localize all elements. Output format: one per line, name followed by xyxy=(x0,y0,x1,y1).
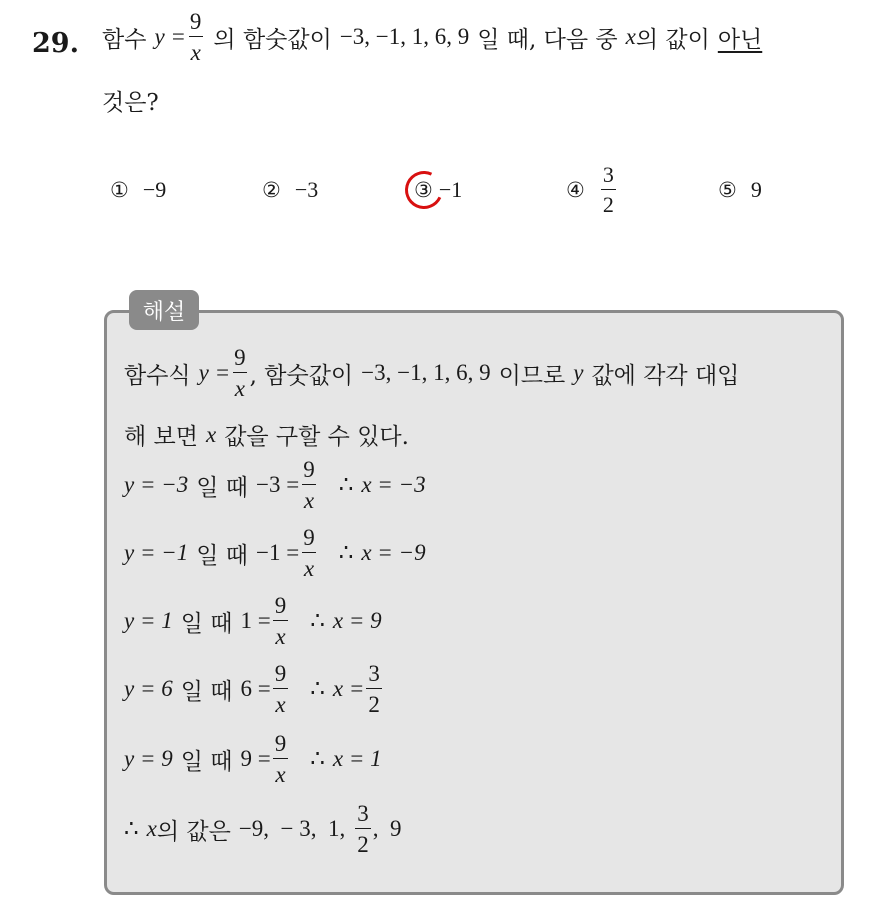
choice-3[interactable]: ③ −1 xyxy=(414,160,462,220)
question-text: 함수 y = $\frac{9}{x}$ 의 함숫값이 −3, −1, 1, 6, 9 일 때, 다음 중 x 의 값이 아닌 xyxy=(102,9,763,65)
choice-5[interactable]: ⑤ 9 xyxy=(718,177,762,202)
choice-1[interactable]: ① −9 xyxy=(110,177,167,202)
solution-intro: 함수식 y = $\frac{9}{x}$ , 함숫값이 −3, −1, 1, 6, 9 이므로 y 값에 각각 대입 xyxy=(124,345,740,401)
answer-choices xyxy=(0,160,884,220)
selected-answer-circle-icon xyxy=(400,166,449,215)
solution-row: y = −3 일 때 −3 = $\frac{9}{x}$ ∴ x = −3 xyxy=(124,457,426,513)
solution-row: y = 9 일 때 9 = $\frac{9}{x}$ ∴ x = 1 xyxy=(124,731,382,787)
solution-row: y = −1 일 때 −1 = $\frac{9}{x}$ ∴ x = −9 xyxy=(124,525,426,581)
question-fraction: $\frac{9}{x}$ xyxy=(189,9,202,65)
emphasis-text: 아닌 xyxy=(717,26,763,53)
solution-intro-line2: 해 보면 x 값을 구할 수 있다. xyxy=(124,421,409,450)
choice-4[interactable]: ④ $\frac{3}{2}$ xyxy=(566,162,614,217)
question-text-line2: 것은? xyxy=(102,90,159,116)
solution-row: y = 6 일 때 6 = $\frac{9}{x}$ ∴ x = $\frac{3}{2}$ xyxy=(124,661,380,717)
choice-2[interactable]: ② −3 xyxy=(262,177,319,202)
solution-conclusion: ∴ x 의 값은 −9, − 3, 1, $\frac{3}{2}$ , 9 xyxy=(124,801,402,857)
solution-row: y = 1 일 때 1 = $\frac{9}{x}$ ∴ x = 9 xyxy=(124,593,382,649)
question-number: 29. xyxy=(32,28,79,59)
solution-tab-label: 해설 xyxy=(129,290,199,330)
